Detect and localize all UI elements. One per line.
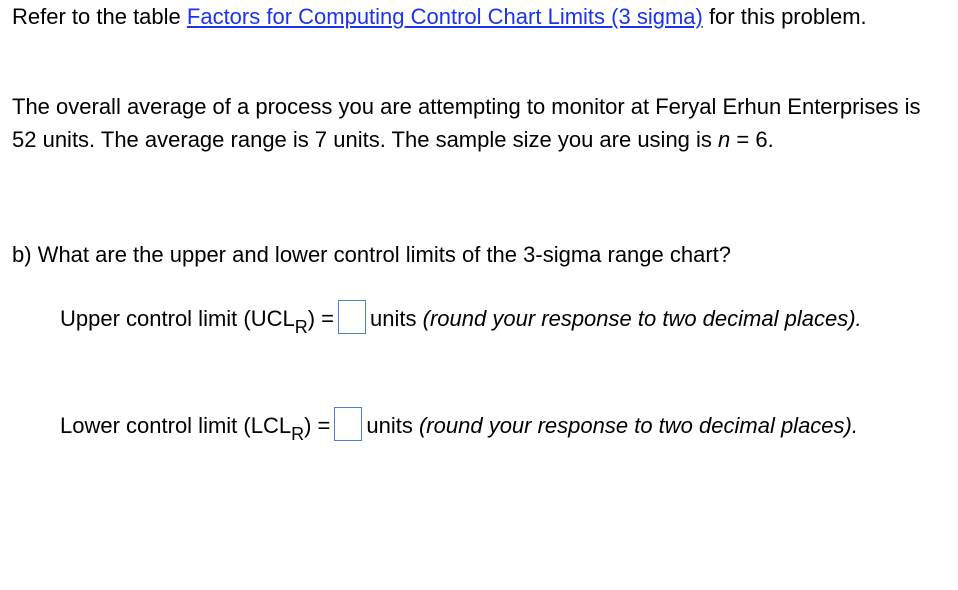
intro-text-before: Refer to the table (12, 4, 187, 29)
lcl-rounding-note: (round your response to two decimal places). (418, 413, 858, 438)
question-text: b) What are the upper and lower control limits of the 3-sigma range chart? (12, 242, 732, 267)
ucl-rounding-note: (round your response to two decimal places). (422, 306, 862, 331)
scenario-paragraph (12, 90, 942, 156)
ucl-answer-row (60, 297, 940, 341)
lcl-label-close: ) = (304, 413, 331, 438)
control-chart-factors-link[interactable]: Factors for Computing Control Chart Limits (3 sigma) (186, 4, 703, 29)
ucl-label-close: ) = (307, 306, 335, 331)
lcl-label: Lower control limit (LCL (60, 413, 292, 438)
lcl-answer-row (60, 404, 940, 448)
intro-paragraph (12, 0, 942, 33)
sample-size-variable: n (718, 127, 731, 152)
scenario-text: The overall average of a process you are attempting to monitor at Feryal Erhun Enterprises is 52 units. The average range is 7 units. The sample size you are using is (12, 94, 921, 152)
ucl-answer-input[interactable] (338, 300, 366, 334)
lcl-subscript: R (291, 424, 305, 444)
intro-text-after: for this problem. (702, 4, 867, 29)
lcl-answer-input[interactable] (334, 407, 362, 441)
ucl-subscript: R (294, 317, 308, 337)
sample-size-value: = 6. (730, 127, 774, 152)
ucl-label: Upper control limit (UCL (60, 306, 295, 331)
ucl-units: units (370, 306, 417, 331)
lcl-units: units (366, 413, 413, 438)
